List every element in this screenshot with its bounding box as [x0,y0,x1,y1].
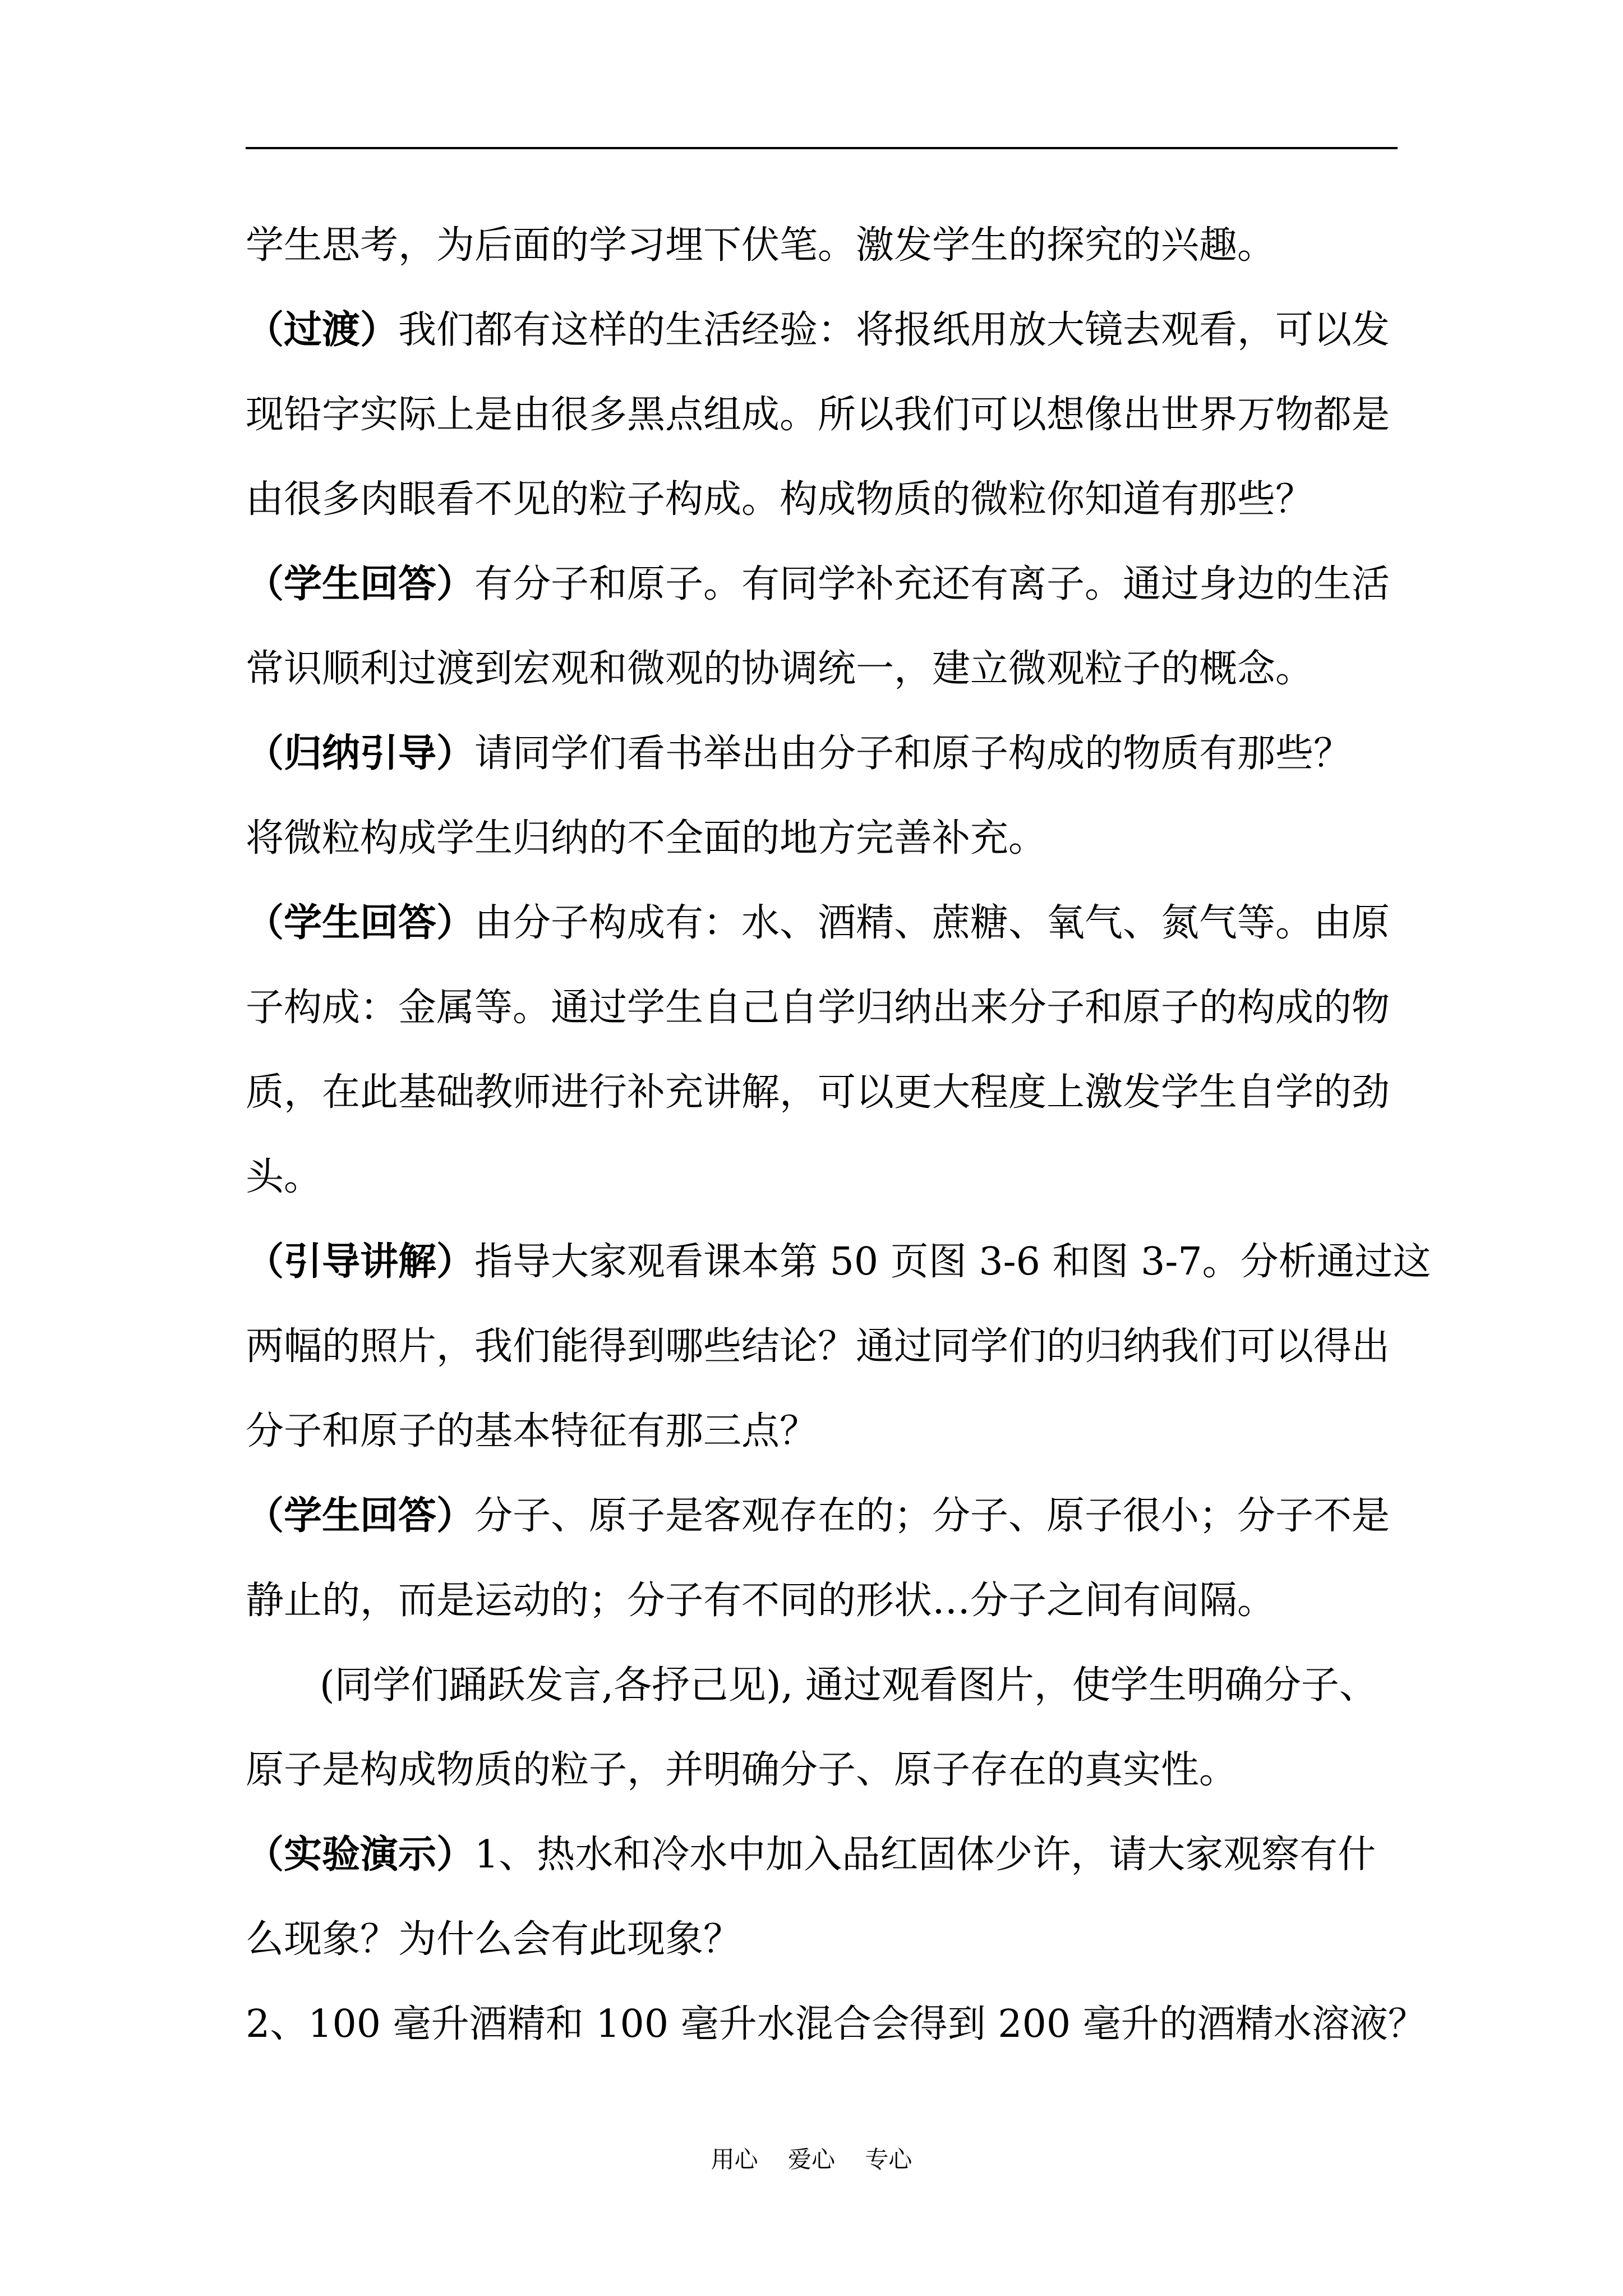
line-text: 静止的，而是运动的；分子有不同的形状…分子之间有间隔。 [246,1579,1276,1623]
line-text: 学生思考，为后面的学习埋下伏笔。激发学生的探究的兴趣。 [246,223,1276,268]
line-text: 原子是构成物质的粒子，并明确分子、原子存在的真实性。 [246,1748,1238,1792]
section-tag: （归纳引导） [246,731,475,776]
line-text: 将微粒构成学生归纳的不全面的地方完善补充。 [246,816,1047,861]
text-line [246,1220,1431,1304]
line-text: 请同学们看书举出由分子和原子构成的物质有那些？ [474,731,1352,776]
text-line [246,1135,1401,1220]
line-text: 分子、原子是客观存在的；分子、原子很小；分子不是 [474,1494,1390,1538]
text-line [246,965,1401,1050]
section-tag: （实验演示） [246,1832,475,1877]
text-line [246,203,1401,288]
text-line [246,1304,1401,1389]
line-text: 2、100 毫升酒精和 100 毫升水混合会得到 200 毫升的酒精水溶液？ [246,2002,1426,2046]
text-line [246,1558,1401,1643]
line-text: 我们都有这样的生活经验：将报纸用放大镜去观看，可以发 [398,308,1390,352]
line-text: 由很多肉眼看不见的粒子构成。构成物质的微粒你知道有那些？ [246,477,1314,522]
section-tag: （引导讲解） [246,1239,475,1284]
text-line [246,1812,1401,1897]
line-text: 两幅的照片，我们能得到哪些结论？通过同学们的归纳我们可以得出 [246,1324,1390,1369]
text-line [246,1389,1401,1474]
text-line [246,1728,1401,1812]
text-line [246,1982,1426,2067]
text-line [246,711,1401,796]
section-tag: （学生回答） [246,1493,475,1538]
line-text: 头。 [246,1155,322,1199]
text-line [246,372,1401,457]
line-text: (同学们踊跃发言,各抒己见), 通过观看图片，使学生明确分子、 [320,1663,1377,1708]
line-text: 现铅字实际上是由很多黑点组成。所以我们可以想像出世界万物都是 [246,393,1390,437]
section-tag: （过渡） [246,307,399,352]
line-text: 质，在此基础教师进行补充讲解，可以更大程度上激发学生自学的劲 [246,1070,1390,1115]
document-body [246,203,1431,2067]
line-text: 1、热水和冷水中加入品红固体少许，请大家观察有什 [474,1833,1376,1877]
line-text: 由分子构成有：水、酒精、蔗糖、氧气、氮气等。由原 [474,901,1390,945]
line-text: 分子和原子的基本特征有那三点？ [246,1409,818,1453]
text-line [246,1643,1401,1728]
text-line [246,1050,1401,1135]
line-text: 常识顺利过渡到宏观和微观的协调统一，建立微观粒子的概念。 [246,647,1314,691]
text-line [246,457,1401,542]
text-line [246,1474,1401,1558]
section-tag: （学生回答） [246,900,475,945]
text-line [246,796,1401,881]
text-line [246,542,1401,627]
text-line [246,627,1401,711]
page-footer: 用心 爱心 专心 [711,2146,912,2173]
text-line [246,288,1401,372]
text-line [246,1897,1401,1982]
header-rule [246,147,1398,149]
line-text: 指导大家观看课本第 50 页图 3-6 和图 3-7。分析通过这 [474,1240,1431,1284]
section-tag: （学生回答） [246,562,475,606]
text-line [246,881,1401,965]
line-text: 子构成：金属等。通过学生自己自学归纳出来分子和原子的构成的物 [246,986,1390,1030]
line-text: 有分子和原子。有同学补充还有离子。通过身边的生活 [474,562,1390,606]
line-text: 么现象？为什么会有此现象？ [246,1917,742,1962]
